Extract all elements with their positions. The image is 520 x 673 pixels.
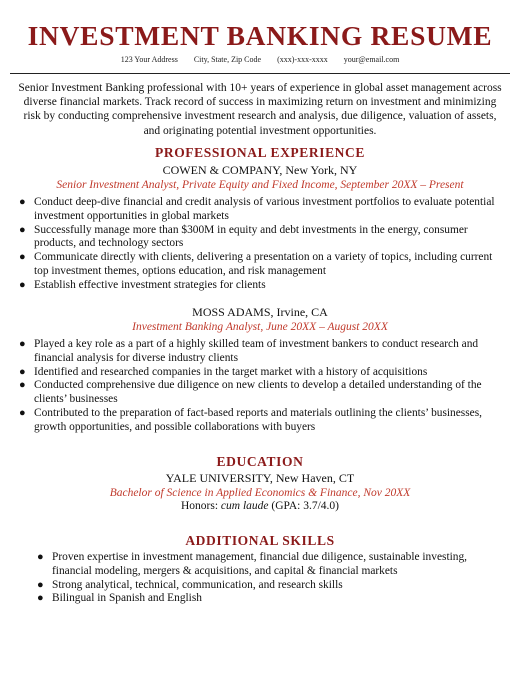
job-bullets <box>19 196 508 293</box>
bullet-text: Establish effective investment strategies for clients <box>34 278 266 291</box>
bullet-text: Conduct deep-dive financial and credit analysis of various investment portfolios to evaluate potential investment opportunities in global markets <box>34 196 495 222</box>
job-role: Senior Investment Analyst, Private Equity and Fixed Income, September 20XX – Present <box>56 179 464 191</box>
bullet-item <box>19 379 508 407</box>
resume-title: INVESTMENT BANKING RESUME <box>27 20 493 51</box>
experience-heading: PROFESSIONAL EXPERIENCE <box>155 145 365 160</box>
job-company: COWEN & COMPANY, New York, NY <box>162 163 358 177</box>
bullet-dot-icon: ● <box>19 365 26 378</box>
bullet-text: Played a key role as a part of a highly skilled team of investment bankers to conduct research and financial analysis for diverse industry clients <box>34 338 479 364</box>
bullet-text: Conducted comprehensive due diligence on new clients to develop a detailed understanding of the clients’ businesses <box>34 379 482 406</box>
bullet-item <box>19 223 508 252</box>
bullet-item <box>37 551 472 579</box>
contact-city: City, State, Zip Code <box>193 55 262 64</box>
bullet-text: Contributed to the preparation of fact-based reports and materials outlining the clients’ businesses, growth opportunities, and possible collaborations with buyers <box>34 406 483 433</box>
contact-line <box>0 55 520 64</box>
summary-paragraph: Senior Investment Banking professional with 10+ years of experience in global asset management across diverse financial markets. Track record of success in maximizing return on investment and minimizing risk by conducting comprehensive investment research and analysis, due diligence, valuation of assets, and originating potential investment opportunities. <box>18 82 502 137</box>
honors-gpa: (GPA: 3.7/4.0) <box>268 500 340 512</box>
bullet-dot-icon: ● <box>37 578 44 591</box>
skills-bullets <box>37 551 472 606</box>
contact-email: your@email.com <box>343 55 400 64</box>
job-bullets <box>19 338 508 435</box>
honors-latin: cum laude <box>220 500 269 512</box>
bullet-dot-icon: ● <box>19 379 26 392</box>
bullet-dot-icon: ● <box>19 223 26 236</box>
education-degree: Bachelor of Science in Applied Economics & Finance, Nov 20XX <box>109 487 411 499</box>
bullet-item <box>19 406 508 435</box>
bullet-item <box>19 338 508 366</box>
bullet-item <box>19 251 508 279</box>
bullet-text: Successfully manage more than $300M in equity and debt investments in the energy, consumer products, and technology sectors <box>34 223 468 250</box>
bullet-dot-icon: ● <box>37 592 44 605</box>
job-company: MOSS ADAMS, Irvine, CA <box>192 305 328 319</box>
bullet-dot-icon: ● <box>19 196 26 208</box>
bullet-item <box>37 592 472 606</box>
skills-heading: ADDITIONAL SKILLS <box>185 533 335 548</box>
bullet-dot-icon: ● <box>37 551 44 563</box>
bullet-dot-icon: ● <box>19 251 26 264</box>
bullet-text: Communicate directly with clients, delivering a presentation on a variety of topics, including current top investment themes, options education, and risk management <box>34 251 493 277</box>
bullet-item <box>19 196 508 224</box>
honors-prefix: Honors: <box>180 500 221 512</box>
bullet-text: Proven expertise in investment management, financial due diligence, sustainable investing, financial modeling, mergers & acquisitions, and capital & financial markets <box>52 551 468 577</box>
bullet-item <box>19 365 508 380</box>
education-honors <box>0 500 520 512</box>
bullet-text: Strong analytical, technical, communication, and research skills <box>52 578 343 591</box>
contact-address: 123 Your Address <box>120 55 178 64</box>
bullet-text: Bilingual in Spanish and English <box>52 592 202 605</box>
education-school: YALE UNIVERSITY, New Haven, CT <box>165 471 355 485</box>
bullet-item <box>19 278 508 293</box>
header-divider <box>10 73 510 74</box>
bullet-dot-icon: ● <box>19 338 26 350</box>
contact-phone: (xxx)-xxx-xxxx <box>277 55 328 64</box>
bullet-dot-icon: ● <box>19 406 26 419</box>
bullet-dot-icon: ● <box>19 278 26 291</box>
education-heading: EDUCATION <box>216 454 304 469</box>
bullet-item <box>37 578 472 593</box>
bullet-text: Identified and researched companies in the target market with a history of acquisitions <box>34 365 428 378</box>
job-role: Investment Banking Analyst, June 20XX – August 20XX <box>132 321 388 333</box>
